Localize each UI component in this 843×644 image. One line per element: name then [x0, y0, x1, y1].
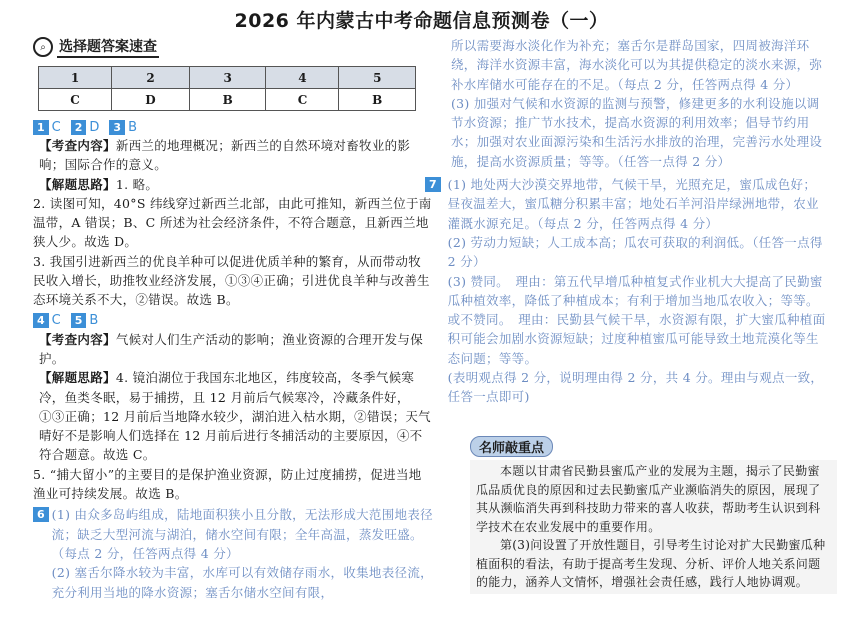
- answer-section-title: 选择题答案速查: [57, 36, 159, 58]
- right-column: [429, 36, 826, 407]
- question-number-badge: 7: [425, 177, 441, 192]
- answer-q6-part1: (1) 由众多岛屿组成，陆地面积狭小且分散，无法形成大范围地表径流；缺乏大型河流与湖泊，储水空间有限；全年高温，蒸发旺盛。（每点 2 分，任答两点得 4 分）: [51, 507, 433, 561]
- idea-text: 1. 略。: [115, 176, 159, 192]
- idea-paragraph: [33, 175, 433, 194]
- page-title: 2026 年内蒙古中考命题信息预测卷（一）: [234, 10, 609, 32]
- answer-q6-part2-continued: 所以需要海水淡化作为补充；塞舌尔是群岛国家，四周被海洋环绕，海洋水资源丰富，海水淡化可以为其提供稳定的淡水来源，弥补水库储水可能存在的不足。（每点 2 分，任答两点得 4 分）: [451, 38, 823, 92]
- answer-table-col: 3: [189, 67, 265, 89]
- answer-table-col: 4: [266, 67, 339, 89]
- teacher-box: [470, 460, 837, 594]
- answer-q7-part3-alt: 或不赞同。 理由：民勤县气候干旱，水资源有限，扩大蜜瓜种植面积可能会加剧水资源短缺；过度种植蜜瓜可能导致土地荒漠化等生态问题；等等。: [447, 312, 826, 366]
- answer-table-row: [39, 89, 416, 111]
- answer-letter: C: [51, 313, 61, 329]
- answer-letter: B: [89, 313, 99, 329]
- teacher-paragraph-2: 第(3)问设置了开放性题目，引导考生讨论对扩大民勤蜜瓜种植面积的看法，有助于提高考生发现、分析、评价人地关系问题的能力，涵养人文情怀，增强社会责任感，践行人地协调观。: [476, 538, 826, 589]
- answer-table: [38, 66, 416, 111]
- idea-tag: 【解题思路】: [39, 370, 116, 386]
- answer-table-header-row: [39, 67, 416, 89]
- question-7-block: [429, 175, 826, 407]
- explanation-q4-text: 4. 镜泊湖位于我国东北地区，纬度较高，冬季气候寒冷，鱼类冬眠，易于捕捞，且 12 月前后气候寒冷，冷藏条件好，①③正确；12 月前后当地降水较少，湖泊进入枯水期，②错误；天气晴好不是影响人们选择在 12 月前后进行冬捕活动的主要原因，④不符合题意。故选 C。: [39, 370, 431, 463]
- answer-letter: B: [128, 119, 137, 135]
- question-number-badge: 5: [71, 313, 87, 328]
- answer-letter: C: [51, 119, 61, 135]
- explanation-q4: [33, 368, 433, 464]
- question-number-badge: 3: [109, 120, 125, 135]
- answer-cell: C: [39, 89, 112, 111]
- answer-table-col: 2: [112, 67, 190, 89]
- answer-letter: D: [89, 119, 100, 135]
- answer-cell: C: [266, 89, 339, 111]
- question-6-block: [33, 505, 433, 601]
- answer-q6-part3: (3) 加强对气候和水资源的监测与预警，修建更多的水利设施以调节水资源；推广节水技术，提高水资源的利用效率；倡导节约用水；加强对农业面源污染和生活污水排放的治理，完善污水处理设施，提高水资源质量；等等。（任答一点得 2 分）: [451, 95, 823, 169]
- content-tag: 【考查内容】: [39, 331, 116, 347]
- search-icon: ⌕: [33, 37, 53, 57]
- content-paragraph: [33, 330, 433, 369]
- answer-q7-part2: (2) 劳动力短缺；人工成本高；瓜农可获取的利润低。（任答一点得 2 分）: [447, 234, 823, 270]
- answer-q7-part1: (1) 地处两大沙漠交界地带，气候干旱，光照充足，蜜瓜成色好；昼夜温差大，蜜瓜糖分积累丰富；地处石羊河沿岸绿洲地带，农业灌溉水源充足。（每点 2 分，任答两点得 4 分）: [447, 177, 819, 231]
- content-text: 新西兰的地理概况；新西兰的自然环境对畜牧业的影响；国际合作的意义。: [39, 138, 411, 173]
- answer-cell: B: [339, 89, 416, 111]
- teacher-title: 名师敲重点: [470, 436, 553, 457]
- answer-table-col: 5: [339, 67, 416, 89]
- content-tag: 【考查内容】: [39, 138, 116, 153]
- answer-strip-1: [33, 118, 433, 136]
- content-paragraph: [33, 136, 433, 175]
- teacher-header: [470, 436, 553, 457]
- question-number-badge: 6: [33, 507, 49, 522]
- explanation-q5: 5. “捕大留小”的主要目的是保护渔业资源，防止过度捕捞，促进当地渔业可持续发展。故选 B。: [33, 466, 422, 502]
- question-number-badge: 4: [33, 313, 49, 328]
- answer-q7-scoring: (表明观点得 2 分，说明理由得 2 分，共 4 分。理由与观点一致，任答一点即可): [447, 370, 824, 405]
- answer-table-col: 1: [39, 67, 112, 89]
- content-text: 气候对人们生产活动的影响；渔业资源的合理开发与保护。: [39, 331, 424, 366]
- question-number-badge: 2: [71, 120, 87, 135]
- explanation-q3: 3. 我国引进新西兰的优良羊种可以促进优质羊种的繁育，从而带动牧民收入增长，助推牧业经济发展，①③④正确；引进优良羊种与改善生态环境关系不大，②错误。故选 B。: [33, 253, 430, 308]
- idea-tag: 【解题思路】: [39, 176, 116, 192]
- question-number-badge: 1: [33, 120, 49, 135]
- left-column: [33, 36, 433, 58]
- answer-q6-part2: (2) 塞舌尔降水较为丰富，水库可以有效储存雨水，收集地表径流，充分利用当地的降水资源；塞舌尔储水空间有限，: [51, 565, 433, 600]
- left-explanations: [33, 118, 433, 602]
- answer-cell: B: [189, 89, 265, 111]
- answer-strip-2: [33, 312, 433, 330]
- answer-section-header: [33, 36, 433, 58]
- answer-q7-part3: (3) 赞同。 理由：第五代早增瓜种植复式作业机大大提高了民勤蜜瓜种植效率，降低了种植成本；有利于增加当地瓜农收入；等等。: [447, 273, 823, 308]
- answer-cell: D: [112, 89, 190, 111]
- explanation-q2: 2. 读图可知，40°S 纬线穿过新西兰北部，由此可推知，新西兰位于南温带，A 错误；B、C 所述为社会经济条件，不符合题意，且新西兰地狭人少。故选 D。: [33, 195, 432, 250]
- teacher-paragraph-1: 本题以甘肃省民勤县蜜瓜产业的发展为主题，揭示了民勤蜜瓜品质优良的原因和过去民勤蜜瓜产业濒临消失的原因，展现了其从濒临消失再到科技助力带来的喜人收获，帮助考生认识到科学技术在农业发展中的重要作用。: [476, 464, 821, 534]
